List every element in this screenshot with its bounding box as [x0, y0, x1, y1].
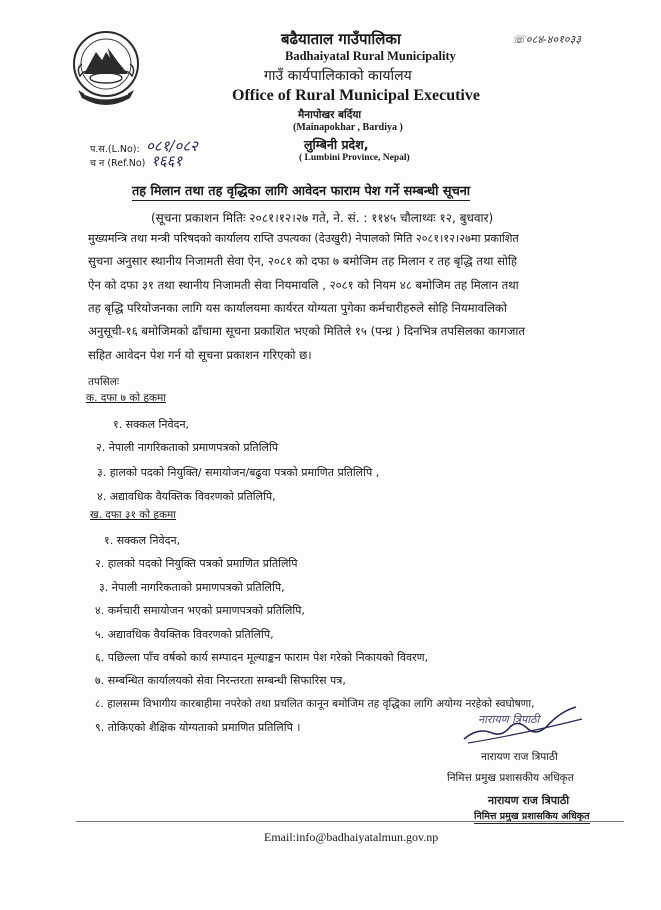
body-line: मुख्यमन्त्रि तथा मन्त्री परिषदको कार्यालय राप्ति उपत्यका (देउखुरी) नेपालको मिति २०८१।१२।२७मा प्रकाशित: [88, 232, 519, 245]
section-a-item: ४. अद्यावधिक वैयक्तिक विवरणको प्रतिलिपि,: [97, 490, 276, 503]
stamp-designation: निमित्त प्रमुख प्रशासकिय अधिकृत: [474, 811, 590, 822]
section-b-item: ७. सम्बन्धित कार्यालयको सेवा निरन्तरता सम्बन्धी सिफारिस पत्र,: [95, 674, 346, 687]
body-line: ऐन को दफा ३१ तथा स्थानीय निजामती सेवा नियमावलि , २०८१ को नियम ४८ बमोजिम तह मिलान तथा: [88, 278, 519, 292]
ref-number-label: च न (Ref.No): [90, 158, 146, 169]
section-b-item: ३. नेपाली नागरिकताको प्रमाणपत्रको प्रतिलिपि,: [99, 581, 285, 594]
section-b-item: ५. अद्यावधिक वैयक्तिक विवरणको प्रतिलिपि,: [95, 628, 274, 641]
letter-number-label: प.स.(L.No):: [90, 144, 140, 155]
section-b-item: ८. हालसम्म विभागीय कारबाहीमा नपरेको तथा प्रचलित कानून बमोजिम तह वृद्धिका लागि अयोग्य नरहेको स्वघोषणा,: [95, 698, 535, 710]
section-b-item: ४. कर्मचारी समायोजन भएको प्रमाणपत्रको प्रतिलिपि,: [95, 604, 305, 617]
footer-email: Email:info@badhaiyatalmun.gov.np: [264, 830, 439, 844]
province-nepali: लुम्बिनी प्रदेश,: [304, 137, 369, 152]
section-a-item: ३. हालको पदको नियुक्ति/ समायोजन/बढुवा पत्रको प्रमाणित प्रतिलिपि ,: [97, 466, 380, 479]
publication-line: (सूचना प्रकाशन मितिः २०८१।१२।२७ गते, ने. सं. : ११४५ चौलाथ्वः १२, बुधवार): [151, 211, 494, 225]
place-english: (Mainapokhar , Bardiya ): [293, 122, 403, 133]
letter-number-value: ०८१/०८२: [146, 137, 198, 155]
municipality-name-nepali: बढैयाताल गाउँपालिका: [281, 30, 401, 48]
signatory-name: नारायण राज त्रिपाठी: [481, 751, 558, 763]
footer-divider: [76, 821, 624, 822]
section-b-item: ९. तोकिएको शैक्षिक योग्यताको प्रमाणित प्रतिलिपि ।: [95, 721, 301, 734]
signatory-designation: निमित्त प्रमुख प्रशासकीय अधिकृत: [447, 772, 574, 784]
section-b-item: २. हालको पदको नियुक्ति पत्रको प्रमाणित प्रतिलिपि: [95, 557, 298, 570]
body-line: तह बृद्धि परियोजनका लागि यस कार्यालयमा कार्यरत योग्यता पुगेका कर्मचारीहरुले सोहि नियमावलिको: [88, 301, 507, 315]
phone-number: ☏०८४-४०१०३३: [512, 33, 581, 46]
body-line: सहित आवेदन पेश गर्न यो सूचना प्रकाशन गरिएको छ।: [88, 348, 312, 362]
ref-number-value: १६६१: [151, 152, 183, 170]
section-a-heading: क. दफा ७ को हकमा: [86, 392, 167, 404]
body-line: सुचना अनुसार स्थानीय निजामती सेवा ऐन, २०८१ को दफा ७ बमोजिम तह मिलान र तह बृद्धि तथा सोहि: [88, 254, 518, 268]
section-b-heading: ख. दफा ३१ को हकमा: [90, 509, 177, 521]
section-a-item: १. सक्कल निवेदन,: [113, 418, 190, 431]
section-b-item: ६. पछिल्ला पाँच वर्षको कार्य सम्पादन मूल्याङ्कन फाराम पेश गरेको निकायको विवरण,: [95, 651, 429, 664]
place-nepali: मैनापोखर बर्दिया: [298, 109, 362, 121]
municipality-name-english: Badhaiyatal Rural Municipality: [285, 49, 456, 63]
nepal-emblem-logo: [70, 28, 142, 112]
section-b-item: १. सक्कल निवेदन,: [104, 534, 181, 547]
body-line: अनुसूची-१६ बमोजिमको ढाँचामा सूचना प्रकाशित भएको मितिले १५ (पन्ध्र ) दिनभित्र तपसिलका कागजात: [88, 324, 525, 338]
stamp-name: नारायण राज त्रिपाठी: [488, 794, 570, 807]
office-name-nepali: गाउँ कार्यपालिकाको कार्यालय: [264, 68, 412, 84]
notice-title: तह मिलान तथा तह वृद्धिका लागि आवेदन फाराम पेश गर्ने सम्बन्धी सूचना: [132, 181, 470, 201]
office-name-english: Office of Rural Municipal Executive: [232, 87, 480, 104]
tapasil-label: तपसिलः: [88, 376, 120, 388]
province-english: ( Lumbini Province, Nepal): [299, 153, 410, 163]
section-a-item: २. नेपाली नागरिकताको प्रमाणपत्रको प्रतिलिपि: [96, 441, 279, 454]
handwritten-signature-text: नारायण त्रिपाठी: [478, 713, 540, 726]
